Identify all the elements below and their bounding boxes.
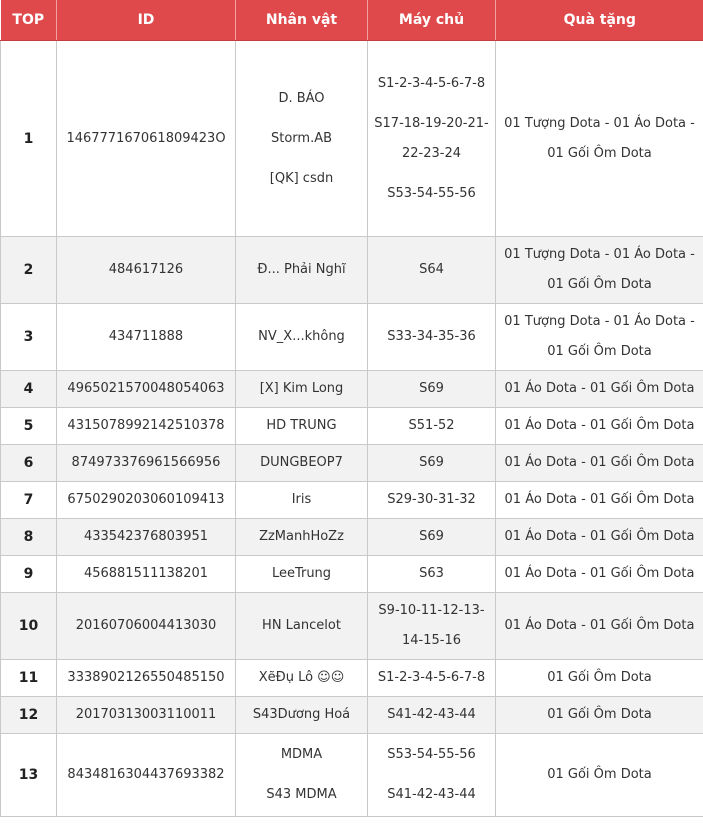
gift-cell: 01 Gối Ôm Dota [496,697,703,734]
id-cell: 434711888 [57,304,236,371]
character-cell [236,556,368,593]
server-name: S17-18-19-20-21-22-23-24 [374,115,489,161]
character-cell [236,519,368,556]
character-cell [236,697,368,734]
server-name: S69 [419,381,444,396]
server-name: S41-42-43-44 [387,707,476,722]
character-name: NV_X...không [258,329,345,344]
server-cell [368,697,496,734]
server-cell [368,556,496,593]
character-cell [236,593,368,660]
gift-cell: 01 Áo Dota - 01 Gối Ôm Dota [496,593,703,660]
line-gap [242,154,361,164]
gift-cell: 01 Áo Dota - 01 Gối Ôm Dota [496,482,703,519]
server-name: S1-2-3-4-5-6-7-8 [377,75,486,91]
rank-cell: 4 [1,371,57,408]
gift-cell: 01 Áo Dota - 01 Gối Ôm Dota [496,556,703,593]
character-name: MDMA [280,747,323,762]
character-name: XẽĐụ Lô ☺☺ [258,670,345,685]
rank-cell: 1 [1,41,57,237]
id-cell: 4315078992142510378 [57,408,236,445]
server-name: S51-52 [408,418,455,433]
id-cell: 484617126 [57,237,236,304]
server-name: S1-2-3-4-5-6-7-8 [377,670,486,685]
rank-cell: 13 [1,734,57,817]
server-cell [368,519,496,556]
id-cell: 433542376803951 [57,519,236,556]
server-name: S9-10-11-12-13-14-15-16 [378,603,485,648]
gift-cell: 01 Gối Ôm Dota [496,660,703,697]
server-cell [368,41,496,237]
character-name: DUNGBEOP7 [260,455,343,470]
server-name: S53-54-55-56 [387,185,476,201]
server-name: S53-54-55-56 [387,747,476,762]
id-cell: 20160706004413030 [57,593,236,660]
header-character: Nhân vật [236,0,368,41]
character-name: Storm.AB [270,130,333,146]
gift-cell: 01 Tượng Dota - 01 Áo Dota - 01 Gối Ôm Dota [496,41,703,237]
id-cell: 146777167061809423O [57,41,236,237]
table-row [1,237,703,304]
line-gap [242,114,361,124]
header-top: TOP [1,0,57,41]
gift-cell: 01 Áo Dota - 01 Gối Ôm Dota [496,445,703,482]
character-name: S43Dương Hoá [252,707,351,722]
header-server: Máy chủ [368,0,496,41]
character-name: Đ... Phải Nghĩ [257,262,346,277]
character-cell [236,41,368,237]
gift-cell: 01 Áo Dota - 01 Gối Ôm Dota [496,519,703,556]
character-name: S43 MDMA [266,787,337,802]
server-cell [368,445,496,482]
server-name: S29-30-31-32 [387,492,476,507]
table-row [1,519,703,556]
character-name: D. BÁO [278,90,325,106]
line-gap [374,770,489,780]
id-cell: 456881511138201 [57,556,236,593]
line-gap [374,169,489,179]
character-name: [QK] csdn [269,170,334,186]
rank-cell: 9 [1,556,57,593]
server-cell [368,660,496,697]
server-cell [368,593,496,660]
table-row [1,371,703,408]
server-cell [368,408,496,445]
character-cell [236,660,368,697]
rank-cell: 6 [1,445,57,482]
id-cell: 874973376961566956 [57,445,236,482]
character-cell [236,445,368,482]
server-cell [368,734,496,817]
server-cell [368,371,496,408]
server-name: S33-34-35-36 [387,329,476,344]
table-row [1,482,703,519]
table-row [1,408,703,445]
server-name: S63 [419,566,444,581]
character-name: [X] Kim Long [259,381,344,396]
rank-cell: 3 [1,304,57,371]
rank-cell: 11 [1,660,57,697]
character-cell [236,304,368,371]
table-row [1,734,703,817]
rank-cell: 10 [1,593,57,660]
server-name: S69 [419,529,444,544]
table-row [1,556,703,593]
id-cell: 3338902126550485150 [57,660,236,697]
rank-cell: 7 [1,482,57,519]
server-cell [368,304,496,371]
server-name: S69 [419,455,444,470]
character-name: HN Lancelot [262,618,341,633]
gift-cell: 01 Gối Ôm Dota [496,734,703,817]
table-row [1,41,703,237]
id-cell: 8434816304437693382 [57,734,236,817]
gift-cell: 01 Áo Dota - 01 Gối Ôm Dota [496,371,703,408]
server-name: S64 [419,262,444,277]
table-row [1,697,703,734]
header-row [1,0,703,41]
rank-cell: 8 [1,519,57,556]
table-row [1,660,703,697]
gift-cell: 01 Tượng Dota - 01 Áo Dota - 01 Gối Ôm Dota [496,237,703,304]
line-gap [374,99,489,109]
table-row [1,304,703,371]
header-id: ID [57,0,236,41]
gift-cell: 01 Áo Dota - 01 Gối Ôm Dota [496,408,703,445]
table-row [1,445,703,482]
server-name: S41-42-43-44 [387,787,476,802]
server-cell [368,237,496,304]
header-gift: Quà tặng [496,0,703,41]
character-cell [236,371,368,408]
rank-cell: 2 [1,237,57,304]
character-cell [236,237,368,304]
character-name: ZzManhHoZz [259,529,344,544]
table-body [1,41,703,817]
character-cell [236,408,368,445]
character-cell [236,482,368,519]
id-cell: 4965021570048054063 [57,371,236,408]
id-cell: 6750290203060109413 [57,482,236,519]
character-cell [236,734,368,817]
table-row [1,593,703,660]
gift-cell: 01 Tượng Dota - 01 Áo Dota - 01 Gối Ôm Dota [496,304,703,371]
server-cell [368,482,496,519]
character-name: Iris [291,492,312,507]
character-name: LeeTrung [271,566,332,581]
rank-cell: 12 [1,697,57,734]
character-name: HD TRUNG [266,418,337,433]
id-cell: 20170313003110011 [57,697,236,734]
rank-cell: 5 [1,408,57,445]
line-gap [242,770,361,780]
table-header [1,0,703,41]
